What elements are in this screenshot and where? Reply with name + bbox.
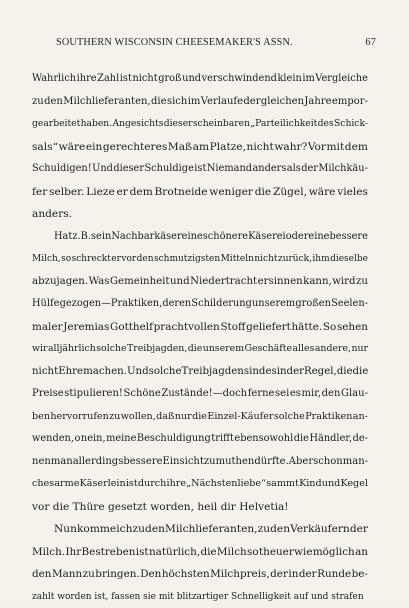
text-line: Milch, so schreckt er vor den schmutzigsten Mitteln nicht zurück, ihm dieselbe [32, 248, 368, 271]
text-line: maler Jeremias Gotthelf prachtvollen Stoff geliefert hätte. So sehen [32, 316, 368, 339]
text-line: wenden, o nein, meine Beschuldigung trifft ebensowohl die Händler, de- [32, 428, 368, 451]
text-line: Hat z. B. sein Nachbarkäser eine schönere Käserei oder eine bessere [32, 226, 368, 249]
text-line: Wahrlich ihre Zahl ist nicht groß und verschwindend klein im Vergleiche [32, 68, 368, 91]
text-line: abzujagen. Was Gemeinheit und Niedertracht ersinnen kann, wird zu [32, 271, 368, 294]
text-line: gearbeitet haben. Angesichts dieser scheinbaren „Parteilichkeit des Schick- [32, 113, 368, 136]
text-line: vor die Thüre gesetzt worden, heil dir Helvetia! [32, 496, 368, 519]
text-line: sals“ wäre ein gerechteres Maß am Platze, nicht wahr? Vor mit dem [32, 136, 368, 159]
text-line: den Mann zu bringen. Den höchsten Milchpreis, der in der Runde be- [32, 563, 368, 586]
text-line: zahlt worden ist, fassen sie mit blitzartiger Schnelligkeit auf und strafen [32, 586, 368, 608]
text-line: anders. [32, 203, 368, 226]
text-line: zu den Milchlieferanten, die sich im Verlaufe der gleichen Jahre empor- [32, 91, 368, 114]
text-line: Schuldigen! Und dieser Schuldige ist Niemand anders als der Milchkäu- [32, 158, 368, 181]
text-line: wir alljährlich solche Treibjagden, die unserem Geschäfte alles andere, nur [32, 338, 368, 361]
text-line: nen man allerdings bessere Einsicht zumuthen dürfte. Aber schon man- [32, 451, 368, 474]
page-text [32, 68, 368, 608]
text-line: Hülfe gezogen—Praktiken, deren Schilderung unserem großen Seelen- [32, 293, 368, 316]
text-line: ches arme Käserlein ist durch ihre „Nächstenliebe“ sammt Kind und Kegel [32, 473, 368, 496]
text-line: fer selber. Lieze er dem Brotneide weniger die Zügel, wäre vieles [32, 181, 368, 204]
running-title: SOUTHERN WISCONSIN CHEESEMAKER'S ASSN. [56, 37, 293, 48]
text-line: nicht Ehre machen. Und solche Treibjagden sind es in der Regel, die die [32, 361, 368, 384]
text-line: ben hervorrufen zu wollen, daß nur die Einzel-Käufer solche Praktiken an- [32, 406, 368, 429]
text-line: Preise stipulieren! Schöne Zustände!—doch ferne sei es mir, den Glau- [32, 383, 368, 406]
text-line: Milch. Ihr Bestreben ist natürlich, die Milch so theuer wie möglich an [32, 541, 368, 564]
text-line: Nun komme ich zu den Milchlieferanten, zu den Verkäufern der [32, 518, 368, 541]
page-number: 67 [365, 37, 376, 48]
